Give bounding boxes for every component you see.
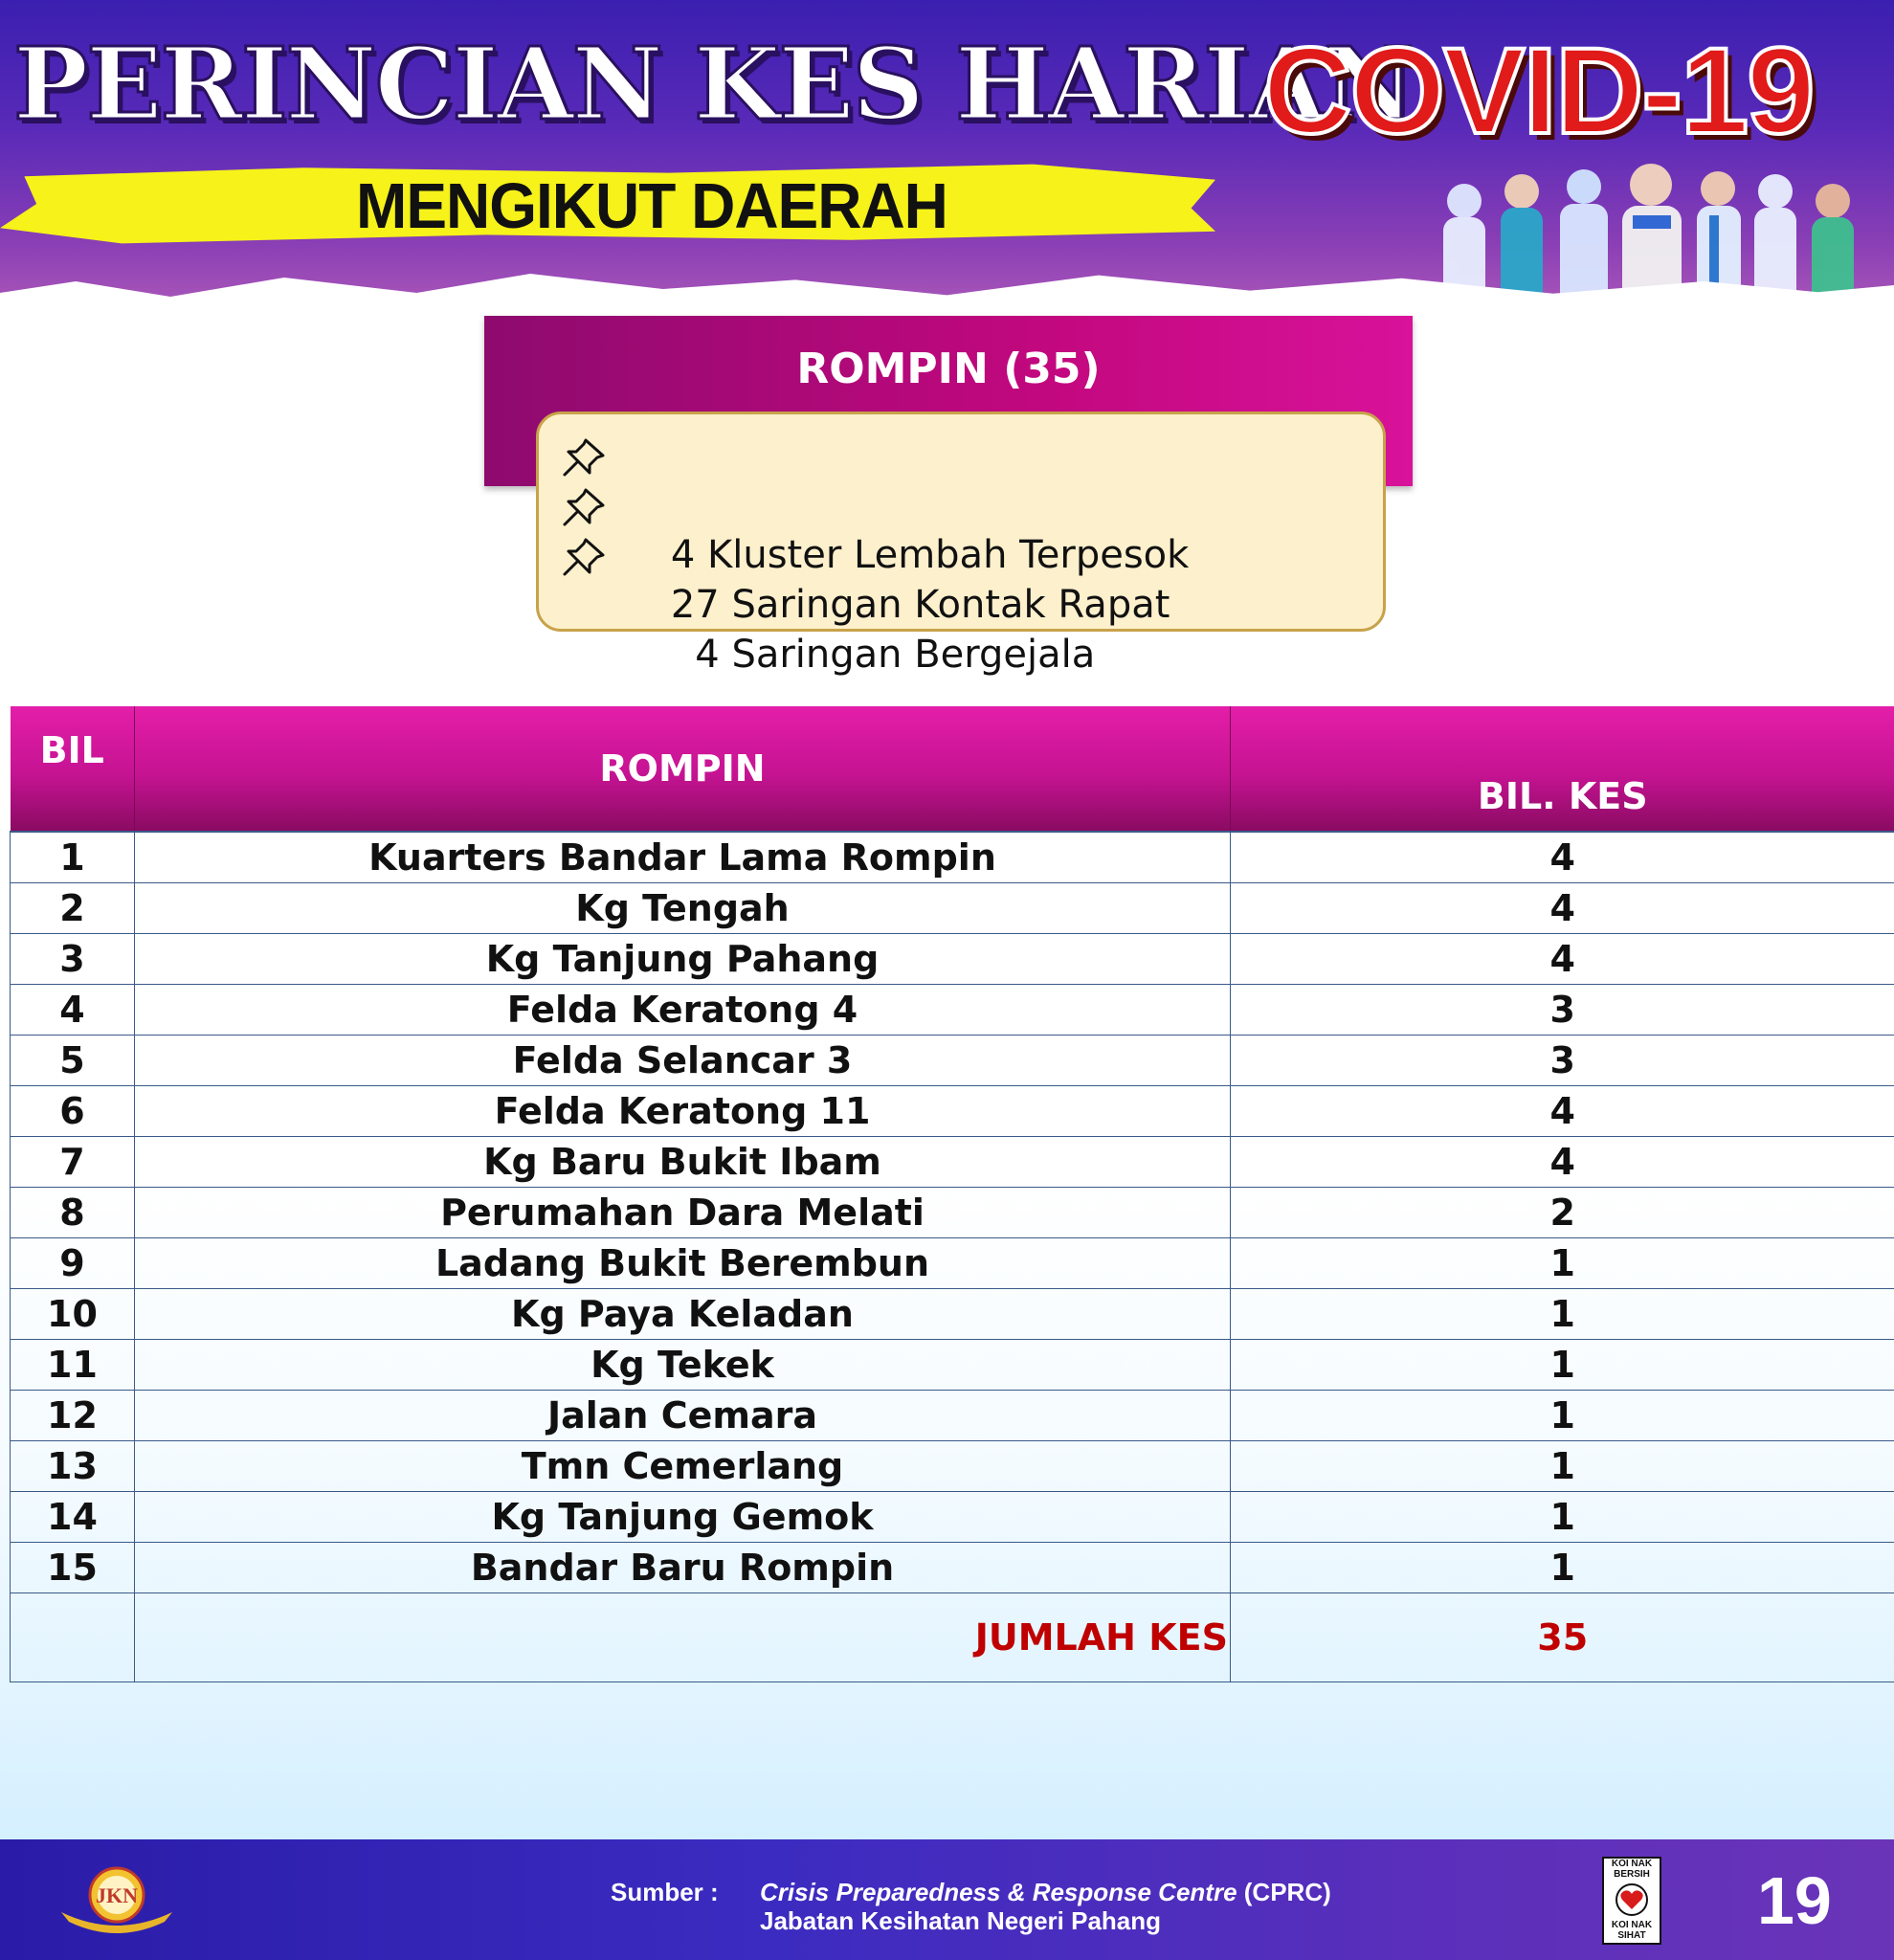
page-number: 19 <box>1757 1863 1832 1938</box>
row-number: 5 <box>11 1036 135 1086</box>
summary-item-text: 4 Kluster Lembah Terpesok <box>670 533 1190 577</box>
table-row <box>11 1492 1894 1543</box>
header-cases: BIL. KES <box>1231 706 1894 832</box>
row-number: 13 <box>11 1441 135 1492</box>
table-row <box>11 1340 1894 1391</box>
row-cases: 4 <box>1231 1086 1894 1137</box>
row-location: Kg Tengah <box>135 883 1231 934</box>
pushpin-icon <box>561 486 607 528</box>
row-cases: 4 <box>1231 934 1894 985</box>
row-number: 3 <box>11 934 135 985</box>
summary-list <box>561 431 1190 677</box>
row-location: Felda Keratong 4 <box>135 985 1231 1036</box>
source-line-1 <box>760 1878 1331 1907</box>
row-cases: 4 <box>1231 832 1894 883</box>
table-header-row <box>11 706 1894 832</box>
heart-icon <box>1615 1882 1649 1917</box>
row-location: Felda Keratong 11 <box>135 1086 1231 1137</box>
row-location: Kuarters Bandar Lama Rompin <box>135 832 1231 883</box>
source-label: Sumber : <box>611 1878 719 1906</box>
summary-item-text: 27 Saringan Kontak Rapat <box>670 583 1170 627</box>
row-number: 6 <box>11 1086 135 1137</box>
row-number: 12 <box>11 1391 135 1441</box>
row-number: 7 <box>11 1137 135 1188</box>
pushpin-icon <box>561 436 607 479</box>
row-cases: 4 <box>1231 883 1894 934</box>
table-row <box>11 1238 1894 1289</box>
total-row <box>11 1593 1894 1682</box>
row-location: Bandar Baru Rompin <box>135 1543 1231 1593</box>
row-location: Kg Tanjung Gemok <box>135 1492 1231 1543</box>
row-cases: 3 <box>1231 1036 1894 1086</box>
total-value: 35 <box>1231 1593 1894 1682</box>
jkn-logo-text: JKN <box>96 1883 138 1907</box>
badge-bottom-text: KOI NAK SIHAT <box>1611 1920 1653 1941</box>
total-label: JUMLAH KES <box>135 1593 1231 1682</box>
source-line-2: Jabatan Kesihatan Negeri Pahang <box>760 1906 1162 1935</box>
row-cases: 1 <box>1231 1492 1894 1543</box>
row-number: 1 <box>11 832 135 883</box>
row-location: Tmn Cemerlang <box>135 1441 1231 1492</box>
row-cases: 2 <box>1231 1188 1894 1238</box>
table-row <box>11 1543 1894 1593</box>
row-cases: 1 <box>1231 1543 1894 1593</box>
total-empty-cell <box>11 1593 135 1682</box>
source-org-abbr: (CPRC) <box>1237 1878 1331 1906</box>
header-bil: BIL <box>11 706 135 832</box>
table-row <box>11 1289 1894 1340</box>
table-row <box>11 883 1894 934</box>
summary-item <box>561 431 1190 577</box>
row-location: Kg Paya Keladan <box>135 1289 1231 1340</box>
badge-top-text: KOI NAK BERSIH <box>1611 1859 1653 1880</box>
table-row <box>11 1391 1894 1441</box>
table-row <box>11 1036 1894 1086</box>
cases-table-wrapper <box>10 706 1894 1682</box>
table-row <box>11 1086 1894 1137</box>
row-cases: 1 <box>1231 1441 1894 1492</box>
row-location: Ladang Bukit Berembun <box>135 1238 1231 1289</box>
header-location: ROMPIN <box>135 706 1231 832</box>
subtitle: MENGIKUT DAERAH <box>356 169 947 242</box>
summary-item-text: 4 Saringan Bergejala <box>670 633 1096 677</box>
row-number: 14 <box>11 1492 135 1543</box>
row-location: Kg Baru Bukit Ibam <box>135 1137 1231 1188</box>
koi-nak-sihat-badge <box>1602 1857 1661 1945</box>
row-location: Perumahan Dara Melati <box>135 1188 1231 1238</box>
cases-table <box>10 706 1894 1682</box>
row-cases: 3 <box>1231 985 1894 1036</box>
table-row <box>11 1188 1894 1238</box>
row-number: 10 <box>11 1289 135 1340</box>
row-number: 11 <box>11 1340 135 1391</box>
row-location: Felda Selancar 3 <box>135 1036 1231 1086</box>
row-cases: 1 <box>1231 1289 1894 1340</box>
row-location: Jalan Cemara <box>135 1391 1231 1441</box>
row-cases: 4 <box>1231 1137 1894 1188</box>
table-row <box>11 1441 1894 1492</box>
main-title: PERINCIAN KES HARIAN <box>13 25 1413 143</box>
row-number: 2 <box>11 883 135 934</box>
row-location: Kg Tanjung Pahang <box>135 934 1231 985</box>
row-cases: 1 <box>1231 1340 1894 1391</box>
row-cases: 1 <box>1231 1391 1894 1441</box>
row-location: Kg Tekek <box>135 1340 1231 1391</box>
table-row <box>11 985 1894 1036</box>
source-org: Crisis Preparedness & Response Centre <box>760 1878 1237 1906</box>
row-number: 8 <box>11 1188 135 1238</box>
summary-title: ROMPIN (35) <box>796 345 1101 393</box>
jkn-logo-icon <box>57 1862 176 1937</box>
row-number: 4 <box>11 985 135 1036</box>
row-cases: 1 <box>1231 1238 1894 1289</box>
row-number: 15 <box>11 1543 135 1593</box>
row-number: 9 <box>11 1238 135 1289</box>
table-row <box>11 832 1894 883</box>
covid-title: COVID-19 <box>1263 23 1814 160</box>
table-row <box>11 934 1894 985</box>
pushpin-icon <box>561 536 607 578</box>
table-row <box>11 1137 1894 1188</box>
